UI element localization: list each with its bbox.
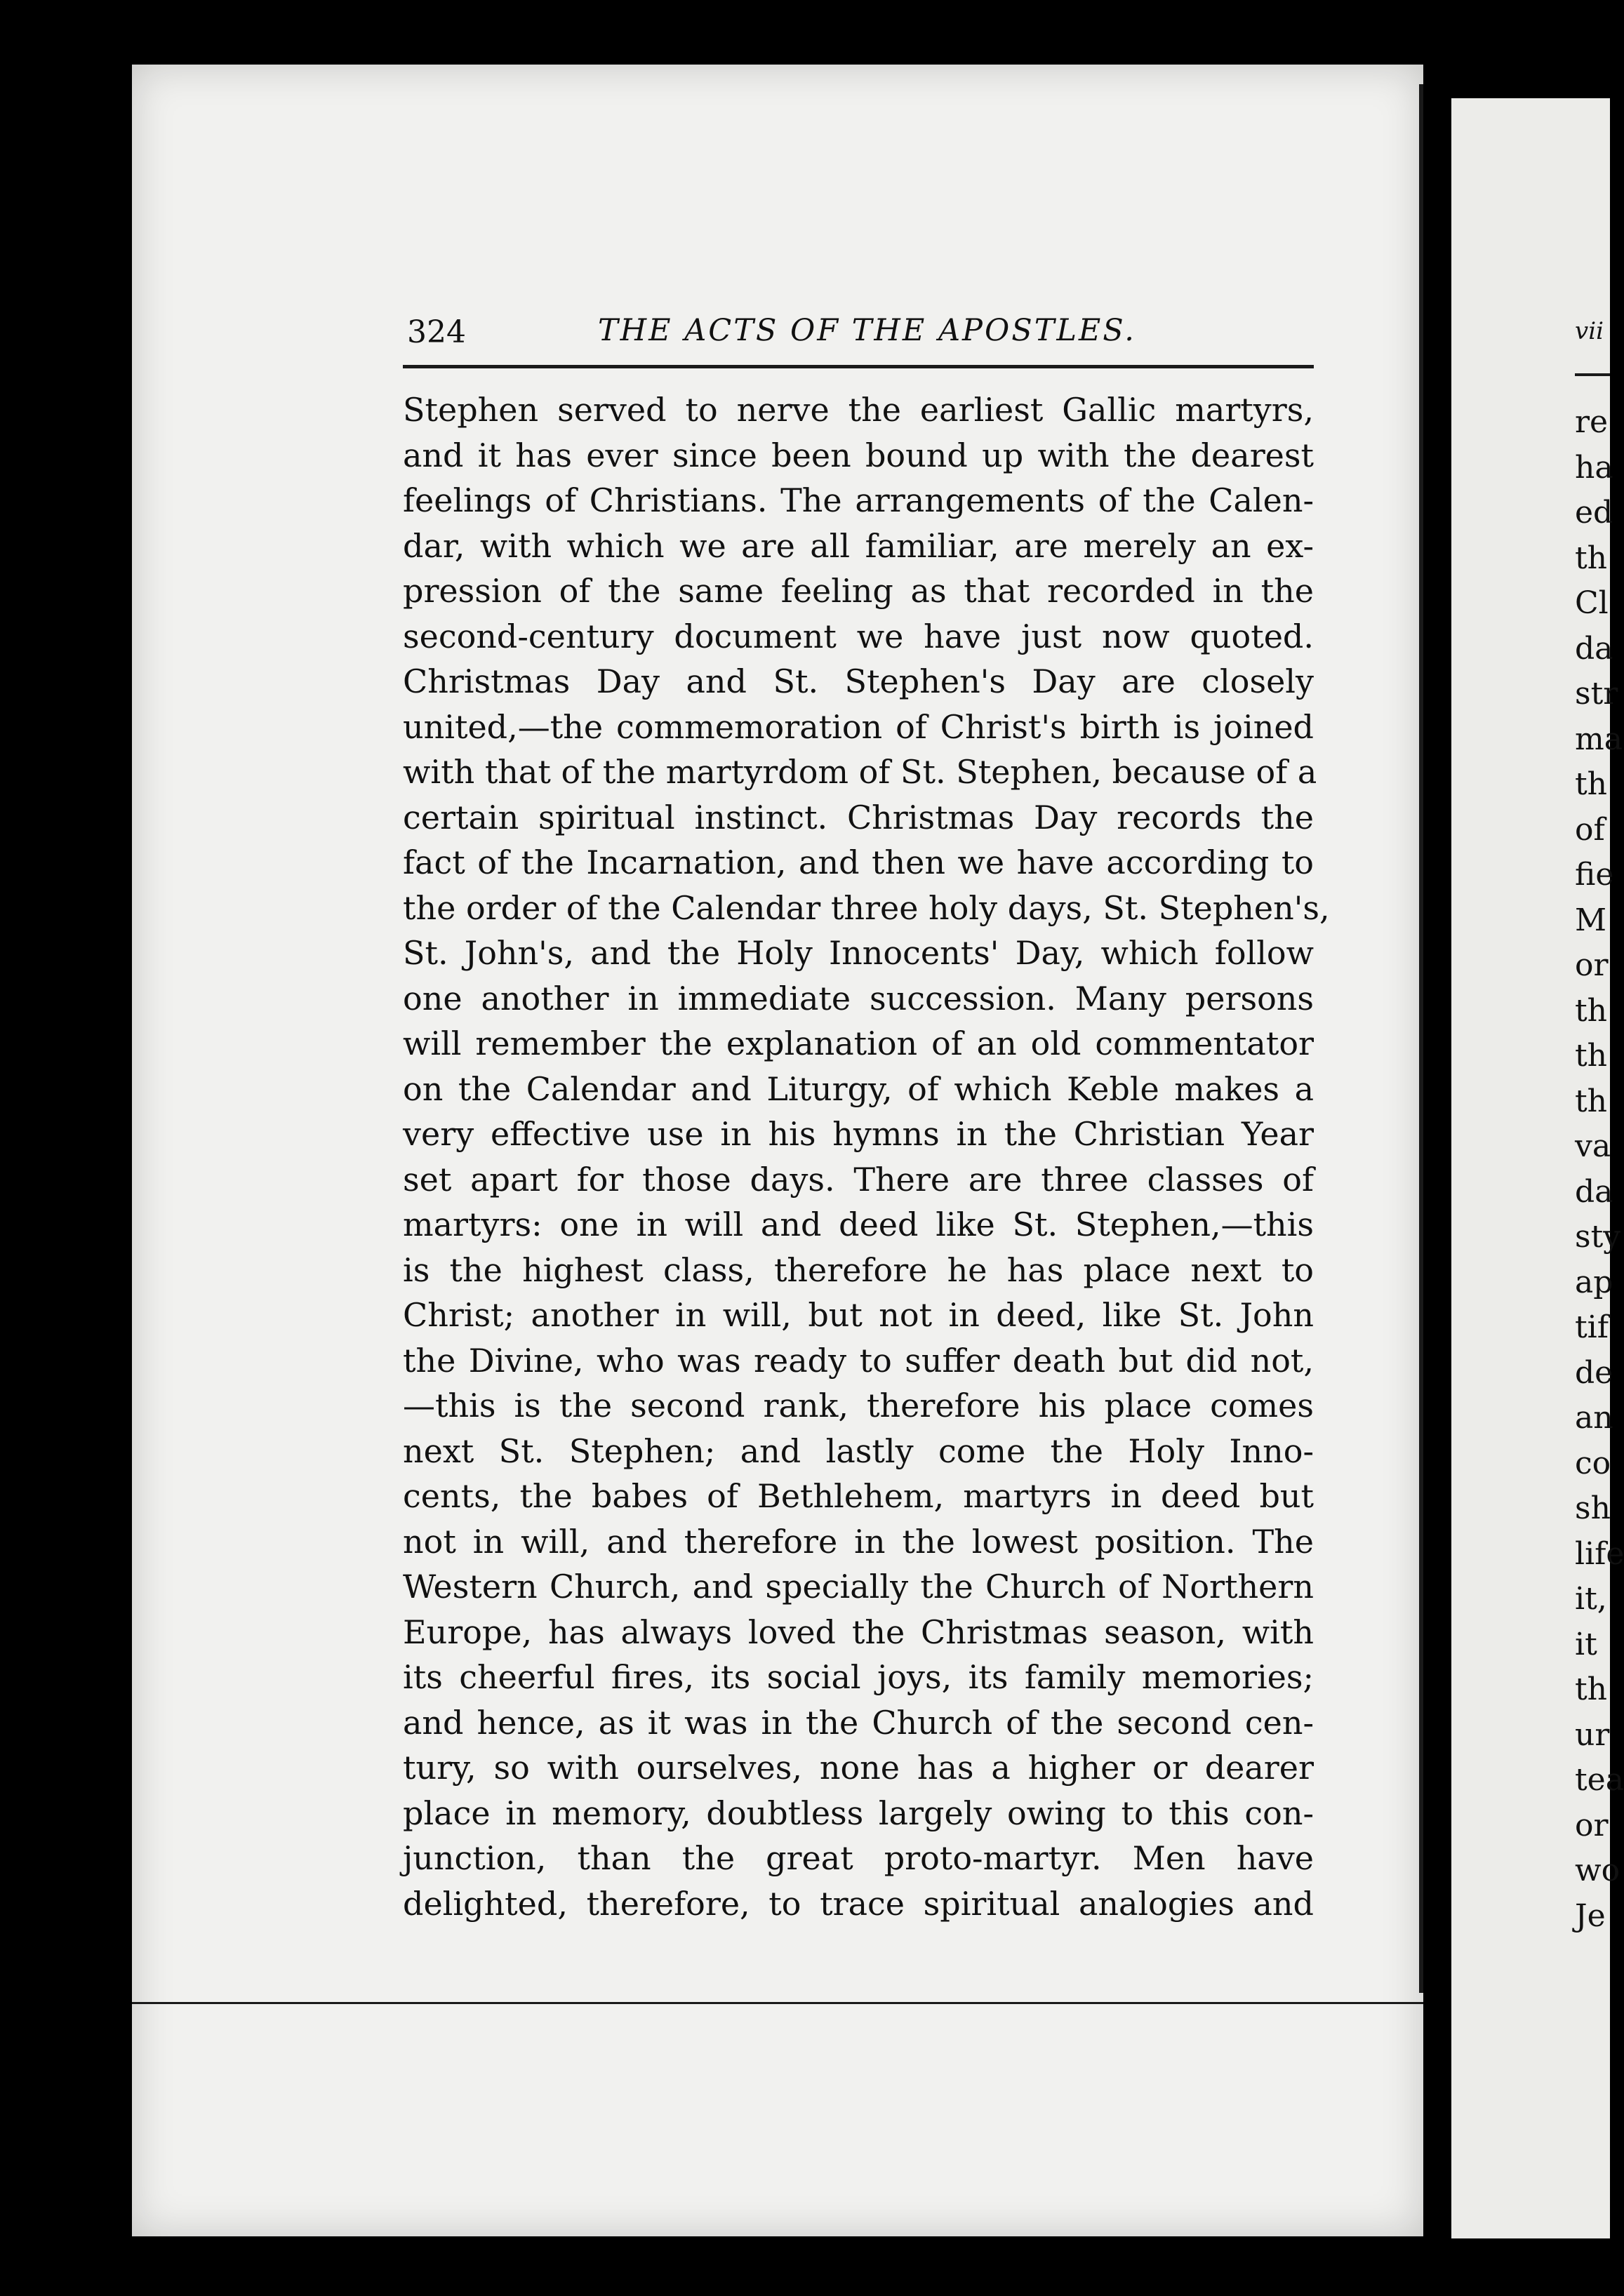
text-line: its cheerful fires, its social joys, its family memories;: [403, 1658, 1314, 1696]
text-line: martyrs: one in will and deed like St. Stephen,—this: [403, 1206, 1314, 1243]
right-page-line-fragment: tea: [1575, 1762, 1624, 1798]
right-page-line-fragment: th: [1575, 540, 1608, 576]
text-line: and it has ever since been bound up with the dearest: [403, 436, 1314, 474]
right-header-rule: [1575, 373, 1610, 376]
text-line: —this is the second rank, therefore his place comes: [403, 1387, 1314, 1424]
right-page-line-fragment: ma: [1575, 721, 1623, 757]
right-page-line-fragment: wo: [1575, 1853, 1620, 1888]
right-page-text-fragments: [1575, 400, 1624, 1939]
text-line: Christmas Day and St. Stephen's Day are closely: [403, 662, 1314, 700]
right-page-line-fragment: da: [1575, 1173, 1613, 1210]
body-text: [403, 387, 1330, 1926]
text-line: St. John's, and the Holy Innocents' Day, which follow: [403, 934, 1314, 972]
right-page-line-fragment: Cl: [1575, 585, 1609, 621]
right-page-line-fragment: sh: [1575, 1490, 1611, 1526]
running-title: THE ACTS OF THE APOSTLES.: [598, 313, 1136, 348]
right-page-line-fragment: of: [1575, 811, 1605, 848]
right-page-line-fragment: th: [1575, 1083, 1608, 1119]
text-line: Christ; another in will, but not in deed, like St. John: [403, 1296, 1314, 1334]
right-page-line-fragment: ed: [1575, 495, 1613, 530]
text-line: one another in immediate succession. Many persons: [403, 979, 1314, 1017]
right-page-line-fragment: an: [1575, 1400, 1613, 1436]
text-line: tury, so with ourselves, none has a higher or dearer: [403, 1749, 1314, 1787]
right-page-line-fragment: re: [1575, 404, 1609, 440]
right-page-line-fragment: tif: [1575, 1309, 1609, 1345]
text-line: set apart for those days. There are three classes of: [403, 1160, 1314, 1199]
right-page-line-fragment: va: [1575, 1128, 1611, 1164]
text-line: the order of the Calendar three holy days, St. Stephen's,: [403, 888, 1330, 927]
right-page-line-fragment: Je: [1575, 1897, 1606, 1934]
text-line: cents, the babes of Bethlehem, martyrs in deed but: [403, 1477, 1314, 1515]
right-page-line-fragment: th: [1575, 1671, 1608, 1707]
text-line: place in memory, doubtless largely owing to this con-: [403, 1794, 1314, 1832]
text-line: Western Church, and specially the Church of Northern: [403, 1568, 1314, 1606]
right-page-header-fragment: vii: [1575, 317, 1604, 345]
right-page-line-fragment: sty: [1575, 1219, 1621, 1255]
header-rule: [403, 365, 1314, 368]
page-divider: [1419, 84, 1423, 1993]
page-number: 324: [407, 314, 466, 350]
text-line: feelings of Christians. The arrangements of the Calen-: [403, 481, 1314, 519]
right-page-line-fragment: ha: [1575, 449, 1613, 486]
text-line: on the Calendar and Liturgy, of which Keble makes a: [403, 1069, 1314, 1108]
right-page-line-fragment: it: [1575, 1626, 1597, 1662]
text-line: Stephen served to nerve the earliest Gallic martyrs,: [403, 391, 1314, 429]
text-line: is the highest class, therefore he has place next to: [403, 1250, 1314, 1289]
text-line: certain spiritual instinct. Christmas Day records the: [403, 798, 1314, 836]
right-page-line-fragment: fie: [1575, 857, 1614, 893]
right-page-line-fragment: str: [1575, 676, 1618, 712]
text-line: will remember the explanation of an old commentator: [403, 1024, 1314, 1062]
right-page-line-fragment: or: [1575, 947, 1609, 983]
text-line: the Divine, who was ready to suffer death but did not,: [403, 1341, 1314, 1380]
right-page-line-fragment: co: [1575, 1445, 1611, 1481]
text-line: junction, than the great proto-martyr. Men have: [403, 1839, 1314, 1877]
right-page-line-fragment: life: [1575, 1535, 1624, 1572]
right-page-line-fragment: th: [1575, 1038, 1608, 1074]
right-page-line-fragment: ap: [1575, 1264, 1613, 1300]
text-line: second-century document we have just now quoted.: [403, 617, 1314, 655]
text-line: with that of the martyrdom of St. Stephen, because of a: [403, 753, 1317, 791]
text-line: united,—the commemoration of Christ's birth is joined: [403, 707, 1314, 746]
right-page-line-fragment: ur: [1575, 1716, 1610, 1753]
right-page-line-fragment: it,: [1575, 1581, 1607, 1617]
right-page-line-fragment: de: [1575, 1354, 1613, 1391]
text-line: dar, with which we are all familiar, are merely an ex-: [403, 526, 1314, 565]
text-line: fact of the Incarnation, and then we have according to: [403, 843, 1314, 881]
text-line: pression of the same feeling as that recorded in the: [403, 572, 1314, 610]
right-page-line-fragment: or: [1575, 1807, 1609, 1843]
text-line: very effective use in his hymns in the Christian Year: [403, 1115, 1314, 1153]
right-page-line-fragment: th: [1575, 992, 1608, 1029]
right-page-line-fragment: M: [1575, 902, 1607, 938]
text-line: and hence, as it was in the Church of the second cen-: [403, 1703, 1314, 1742]
text-line: next St. Stephen; and lastly come the Holy Inno-: [403, 1431, 1314, 1470]
right-page-line-fragment: th: [1575, 766, 1608, 802]
text-line: not in will, and therefore in the lowest position. The: [403, 1522, 1314, 1561]
text-line: delighted, therefore, to trace spiritual analogies and: [403, 1884, 1314, 1923]
right-page-line-fragment: da: [1575, 630, 1613, 667]
text-line: Europe, has always loved the Christmas season, with: [403, 1613, 1314, 1651]
page-bottom-edge: [132, 2002, 1423, 2004]
